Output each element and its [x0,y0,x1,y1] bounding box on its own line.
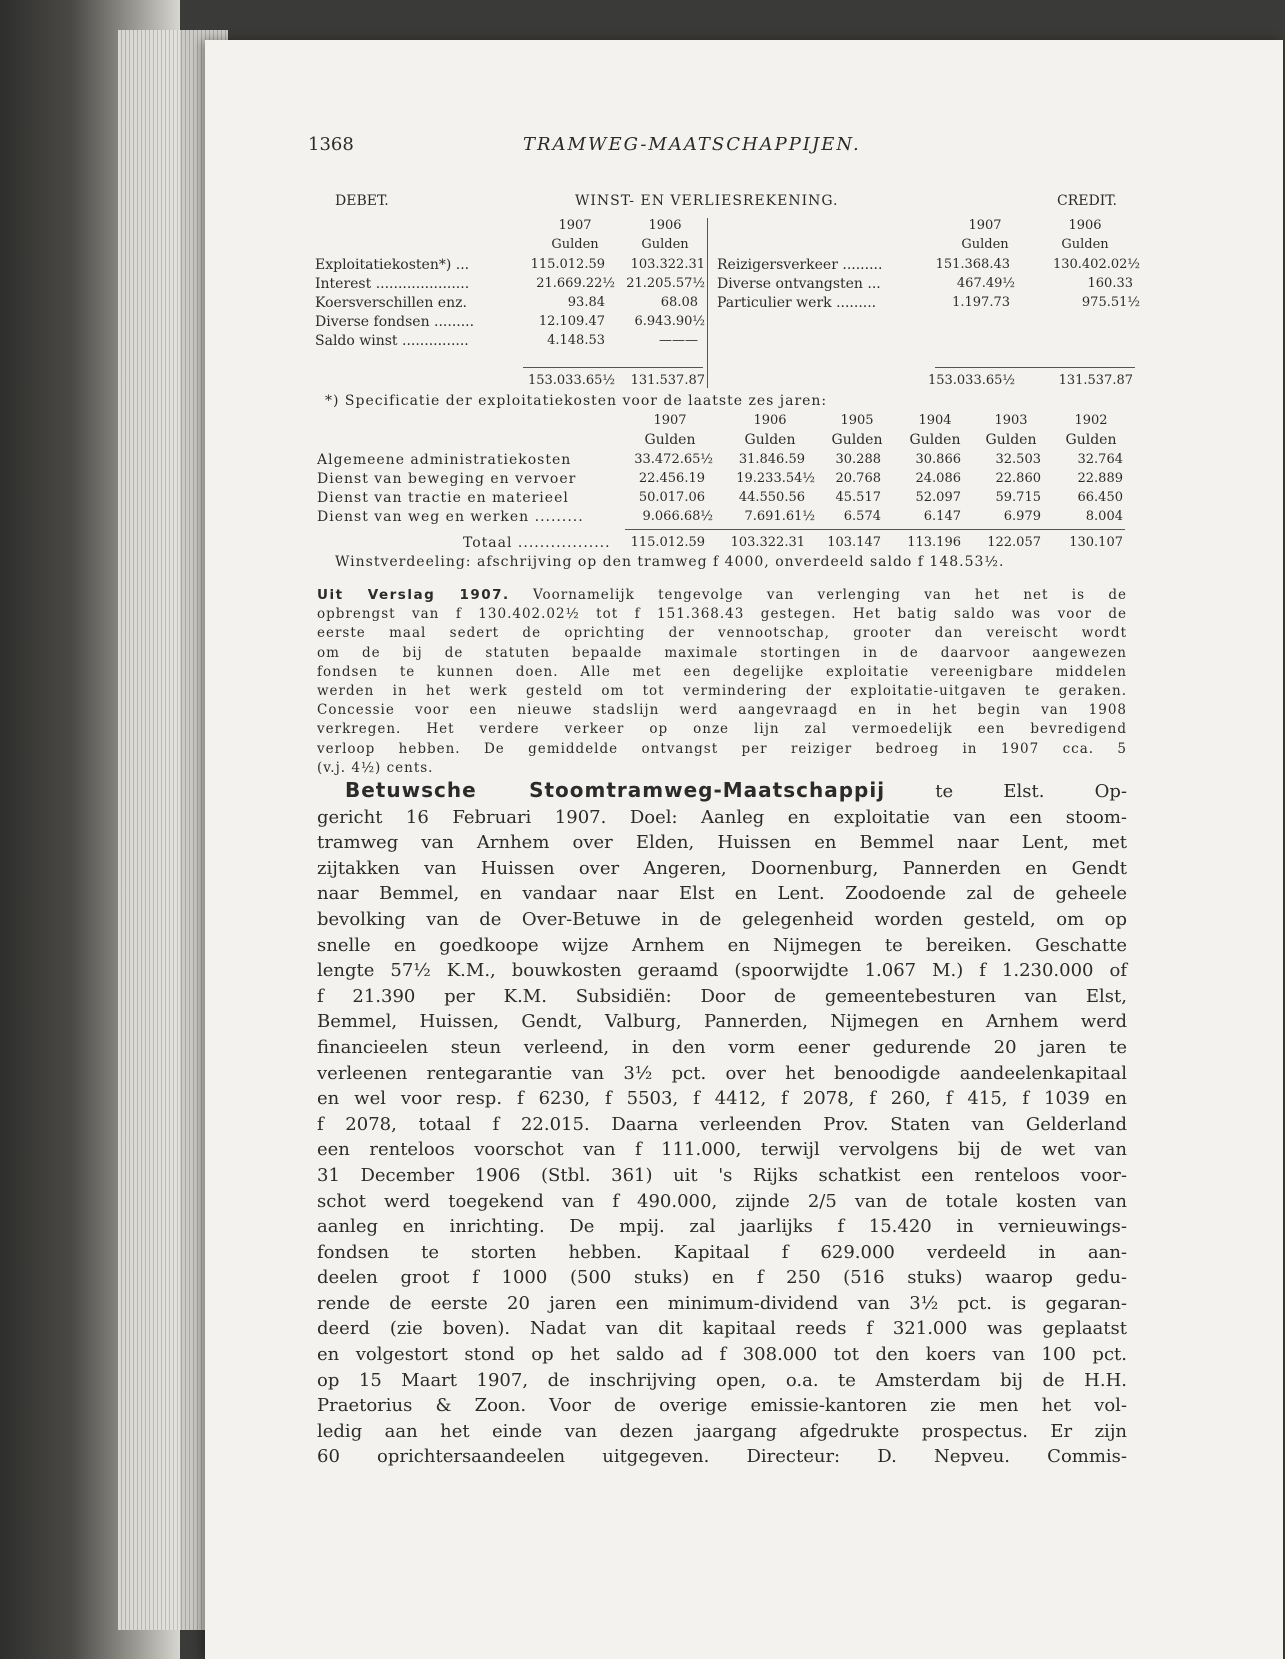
verslag-line: (v.j. 4½) cents. [317,759,434,776]
verslag-line: Concessie voor een nieuwe stadslijn werd aangevraagd en in het begin van 1908 [317,702,1127,719]
spec-cell: 7.691.61½ [744,509,815,524]
book-page [205,40,1283,1659]
spec-row-label: Dienst van tractie en materieel [317,490,569,506]
debet-unit-1907: Gulden [551,237,599,252]
spec-cell: 50.017.06 [638,490,705,505]
spec-cell: 30.866 [915,452,961,467]
spec-cell: 22.860 [995,471,1041,486]
verslag-line: Voornamelijk tengevolge van verlenging van het net is de [509,587,1127,603]
credit-unit-1906: Gulden [1061,237,1109,252]
article-line: een renteloos voorschot van f 111.000, terwijl vervolgens bij de wet van [317,1139,1127,1161]
spec-total-cell: 113.196 [907,535,961,550]
debet-row-label: Interest ..................... [315,276,470,292]
credit-row-label: Particulier werk ......... [717,295,877,311]
spec-cell: 32.764 [1077,452,1123,467]
company-name: Betuwsche Stoomtramweg-Maatschappij [345,778,886,802]
spec-year: 1906 [753,413,787,428]
spec-total-cell: 103.147 [827,535,881,550]
debet-unit-1906: Gulden [641,237,689,252]
spec-unit: Gulden [1065,432,1117,448]
spec-cell: 33.472.65½ [634,452,713,467]
page-number: 1368 [308,134,354,155]
spec-cell: 31.846.59 [738,452,805,467]
article-line: deelen groot f 1000 (500 stuks) en f 250 (516 stuks) waarop gedu- [317,1267,1127,1289]
article-line: deerd (zie boven). Nadat van dit kapitaal reeds f 321.000 was geplaatst [317,1318,1127,1340]
spec-cell: 30.288 [835,452,881,467]
article-line: schot werd toegekend van f 490.000, zijnde 2/5 van de totale kosten van [317,1190,1127,1212]
debet-row-1907: 4.148.53 [547,333,605,348]
spec-year: 1907 [653,413,687,428]
credit-row-1906: 160.33 [1087,276,1133,291]
spec-total-label: Totaal ................. [463,535,611,551]
article-line: naar Bemmel, en vandaar naar Elst en Lent. Zoodoende zal de geheele [317,883,1127,905]
article-line: financieelen steun verleend, in den vorm eener gedurende 20 jaren te [317,1036,1127,1058]
article-line: te Elst. Op- [885,781,1127,802]
verslag-line: eerste maal sedert de oprichting der vennootschap, grooter dan vereischt wordt [317,625,1127,642]
debet-row-1906: 21.205.57½ [626,276,705,291]
article-line: en volgestort stond op het saldo ad f 308.000 tot den koers van 100 pct. [317,1344,1127,1366]
spec-total-cell: 130.107 [1069,535,1123,550]
debet-label: DEBET. [335,193,389,209]
credit-unit-1907: Gulden [961,237,1009,252]
spec-unit: Gulden [985,432,1037,448]
credit-row-label: Diverse ontvangsten ... [717,276,881,292]
article-line: rende de eerste 20 jaren een minimum-dividend van 3½ pct. is gegaran- [317,1292,1127,1314]
debet-row-label: Saldo winst ............... [315,333,469,349]
article-line: tramweg van Arnhem over Elden, Huissen en Bemmel naar Lent, met [317,832,1127,854]
spec-year: 1905 [840,413,874,428]
verslag-line: om de bij de statuten bepaalde maximale stortingen in de daarvoor aangewezen [317,644,1127,661]
article-line: 60 oprichtersaandeelen uitgegeven. Directeur: D. Nepveu. Commis- [317,1446,1127,1468]
winstverdeeling: Winstverdeeling: afschrijving op den tramweg f 4000, onverdeeld saldo f 148.53½. [335,554,1005,570]
article-line: f 2078, totaal f 22.015. Daarna verleenden Prov. Staten van Gelderland [317,1113,1127,1135]
spec-row-label: Dienst van beweging en vervoer [317,471,577,487]
company-article [317,778,1127,1470]
spec-unit: Gulden [744,432,796,448]
account-divider [707,218,708,388]
article-line: 31 December 1906 (Stbl. 361) uit 's Rijks schatkist een renteloos voor- [317,1164,1127,1186]
spec-cell: 20.768 [835,471,881,486]
spec-row-label: Algemeene administratiekosten [317,452,572,468]
credit-row-label: Reizigersverkeer ......... [717,257,883,273]
article-line: Bemmel, Huissen, Gendt, Valburg, Pannerden, Nijmegen en Arnhem werd [317,1011,1127,1033]
spec-unit: Gulden [831,432,883,448]
spec-cell: 22.456.19 [638,471,705,486]
verslag-line: verkregen. Het verdere verkeer op onze lijn zal vermoedelijk een bevredigend [317,721,1127,738]
credit-row-1907: 1.197.73 [952,295,1010,310]
spec-cell: 22.889 [1077,471,1123,486]
account-title: WINST- EN VERLIESREKENING. [575,193,839,209]
spec-total-cell: 122.057 [987,535,1041,550]
spec-unit: Gulden [644,432,696,448]
debet-total-1906: 131.537.87 [630,373,705,388]
spec-unit: Gulden [909,432,961,448]
credit-year-1907: 1907 [968,218,1002,233]
debet-row-1906: 103.322.31 [630,257,705,272]
verslag-line: werden in het werk gesteld om tot vermindering der exploitatie-uitgaven te geraken. [317,683,1127,700]
credit-total-1907: 153.033.65½ [927,373,1015,388]
verslag-paragraph [317,586,1127,778]
verslag-line: opbrengst van f 130.402.02½ tot f 151.368.43 gestegen. Het batig saldo was voor de [317,606,1127,623]
article-line: f 21.390 per K.M. Subsidiën: Door de gemeentebesturen van Elst, [317,985,1127,1007]
debet-row-1907: 21.669.22½ [536,276,615,291]
spec-cell: 8.004 [1085,509,1123,524]
spec-caption: *) Specificatie der exploitatiekosten voor de laatste zes jaren: [325,393,828,409]
spec-cell: 6.147 [923,509,961,524]
debet-row-label: Koersverschillen enz. [315,295,467,311]
credit-row-1907: 151.368.43 [935,257,1010,272]
debet-row-1907: 115.012.59 [530,257,605,272]
debet-row-1906: 68.08 [660,295,698,310]
debet-total-1907: 153.033.65½ [527,373,615,388]
spec-cell: 9.066.68½ [642,509,713,524]
credit-row-1906: 130.402.02½ [1052,257,1140,272]
debet-total-rule [523,367,703,368]
spec-cell: 45.517 [835,490,881,505]
spec-cell: 44.550.56 [738,490,805,505]
spec-total-cell: 115.012.59 [630,535,705,550]
spec-cell: 6.979 [1003,509,1041,524]
article-line: fondsen te storten hebben. Kapitaal f 629.000 verdeeld in aan- [317,1241,1127,1263]
spec-row-label: Dienst van weg en werken ......... [317,509,584,525]
spec-total-cell: 103.322.31 [730,535,805,550]
article-line: bevolking van de Over-Betuwe in de gelegenheid worden gesteld, om op [317,908,1127,930]
spec-cell: 52.097 [915,490,961,505]
article-line: Praetorius & Zoon. Voor de overige emissie-kantoren zie men het vol- [317,1395,1127,1417]
debet-row-1906: ——— [659,333,698,348]
running-title: TRAMWEG-MAATSCHAPPIJEN. [523,134,861,155]
article-line: en wel voor resp. f 6230, f 5503, f 4412, f 2078, f 260, f 415, f 1039 en [317,1088,1127,1110]
spec-cell: 32.503 [995,452,1041,467]
article-line: gericht 16 Februari 1907. Doel: Aanleg en exploitatie van een stoom- [317,806,1127,828]
spec-cell: 59.715 [995,490,1041,505]
spec-cell: 19.233.54½ [736,471,815,486]
spec-year: 1904 [918,413,952,428]
debet-row-1907: 93.84 [567,295,605,310]
debet-year-1907: 1907 [558,218,592,233]
spec-year: 1902 [1074,413,1108,428]
credit-total-1906: 131.537.87 [1058,373,1133,388]
article-line: zijtakken van Huissen over Angeren, Doornenburg, Pannerden en Gendt [317,857,1127,879]
debet-row-1907: 12.109.47 [538,314,605,329]
spec-year: 1903 [994,413,1028,428]
credit-label: CREDIT. [1057,193,1117,209]
spec-cell: 6.574 [843,509,881,524]
verslag-line: verloop hebben. De gemiddelde ontvangst per reiziger bedroeg in 1907 cca. 5 [317,740,1127,757]
spec-cell: 24.086 [915,471,961,486]
article-line: op 15 Maart 1907, de inschrijving open, o.a. te Amsterdam bij de H.H. [317,1369,1127,1391]
spec-cell: 66.450 [1077,490,1123,505]
credit-total-rule [935,367,1135,368]
spec-total-rule [625,529,1125,530]
debet-row-1906: 6.943.90½ [634,314,705,329]
verslag-line: fondsen te kunnen doen. Alle met een degelijke exploitatie vereenigbare middelen [317,663,1127,680]
debet-row-label: Exploitatiekosten*) ... [315,257,470,273]
debet-row-label: Diverse fondsen ......... [315,314,475,330]
article-line: snelle en goedkoope wijze Arnhem en Nijmegen te bereiken. Geschatte [317,934,1127,956]
debet-year-1906: 1906 [648,218,682,233]
article-line: verleenen rentegarantie van 3½ pct. over het benoodigde aandeelenkapitaal [317,1062,1127,1084]
article-line: ledig aan het einde van dezen jaargang afgedrukte prospectus. Er zijn [317,1420,1127,1442]
credit-row-1906: 975.51½ [1081,295,1140,310]
article-line: lengte 57½ K.M., bouwkosten geraamd (spoorwijdte 1.067 M.) f 1.230.000 of [317,960,1127,982]
article-line: aanleg en inrichting. De mpij. zal jaarlijks f 15.420 in vernieuwings- [317,1216,1127,1238]
credit-year-1906: 1906 [1068,218,1102,233]
credit-row-1907: 467.49½ [956,276,1015,291]
verslag-lead: Uit Verslag 1907. [317,587,510,603]
